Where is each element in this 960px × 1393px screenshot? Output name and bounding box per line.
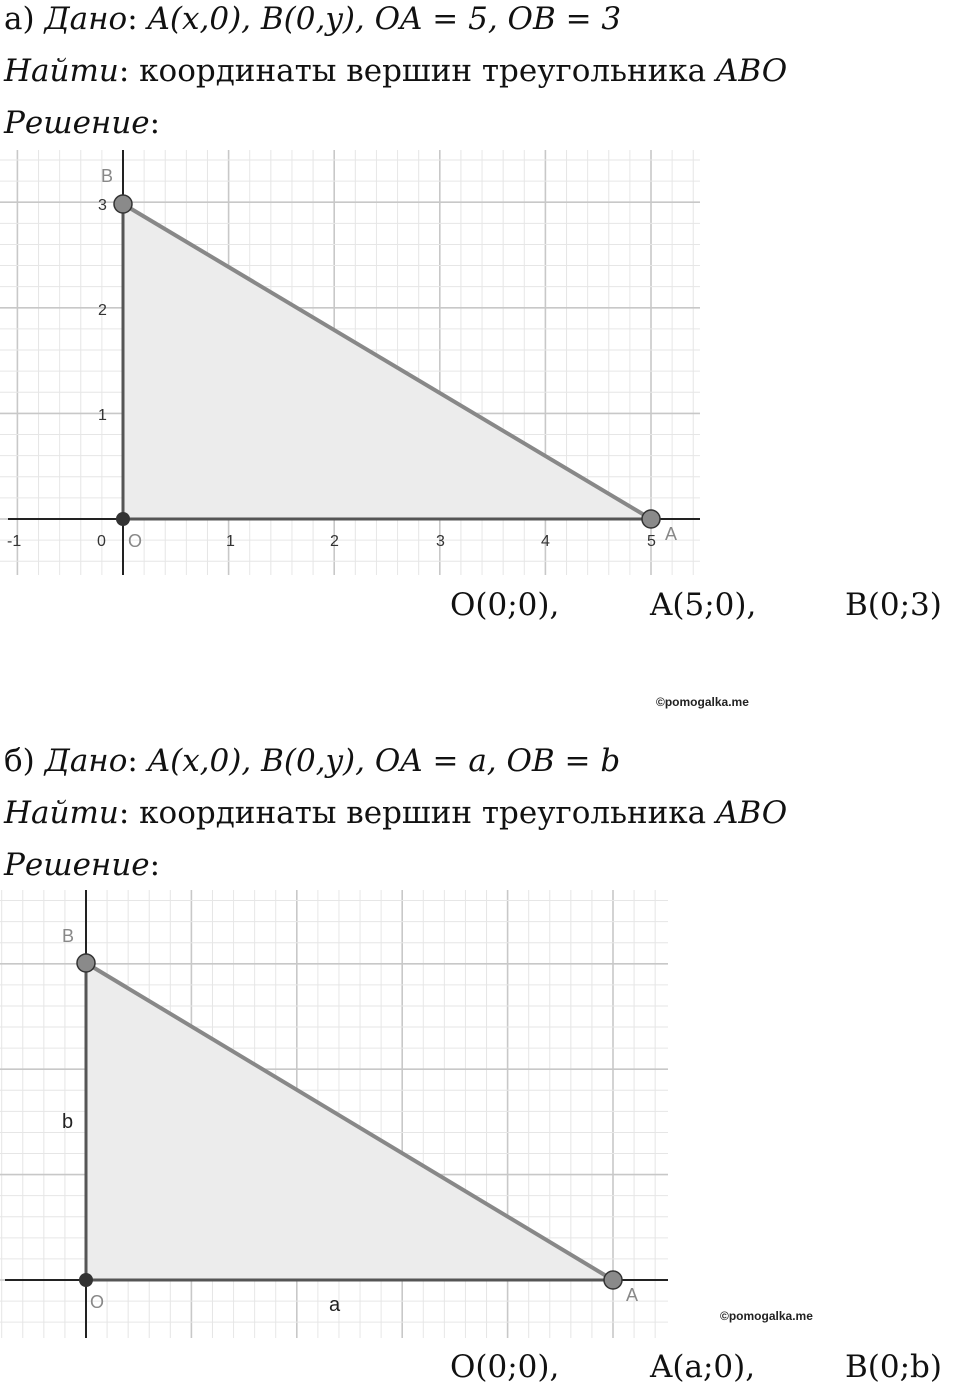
- solution-word-b: Решение: [4, 847, 150, 883]
- colon: :: [149, 847, 161, 883]
- x-tick-labels: [7, 533, 656, 550]
- find-word-a: Найти: [4, 53, 119, 89]
- answer-b-a: B(0;3): [845, 587, 942, 623]
- find-text-b: координаты вершин треугольника: [139, 795, 707, 831]
- point-o[interactable]: [116, 512, 130, 526]
- graph-part-a: [0, 150, 710, 580]
- label-b: B: [62, 926, 75, 946]
- given-math-a: A(x,0), B(0,y), OA = 5, OB = 3: [147, 1, 622, 37]
- given-line-b: [4, 743, 621, 779]
- y-tick-label: 3: [98, 197, 107, 214]
- side-label-a: a: [329, 1294, 341, 1316]
- given-math-b: A(x,0), B(0,y), OA = a, OB = b: [147, 743, 621, 779]
- y-tick-labels: [98, 197, 107, 424]
- x-tick-label: 0: [97, 533, 106, 550]
- find-math-a: ABO: [716, 53, 788, 89]
- label-a: A: [665, 524, 678, 544]
- x-tick-label: 5: [647, 533, 656, 550]
- given-line-a: [4, 1, 622, 37]
- colon: :: [127, 743, 138, 779]
- graph-part-b: [0, 890, 680, 1340]
- answer-b-b: B(0;b): [845, 1349, 942, 1385]
- x-tick-label: 1: [226, 533, 235, 550]
- x-tick-label: 3: [436, 533, 445, 550]
- x-tick-label: 4: [541, 533, 550, 550]
- label-b: B: [101, 166, 114, 186]
- x-tick-label: 2: [330, 533, 339, 550]
- colon: :: [118, 53, 130, 89]
- y-tick-label: 2: [98, 302, 107, 319]
- answer-o-a: O(0;0),: [450, 587, 560, 623]
- find-line-a: [4, 53, 788, 89]
- answer-o-b: O(0;0),: [450, 1349, 560, 1385]
- answer-a-a: A(5;0),: [650, 587, 757, 623]
- y-tick-label: 1: [98, 407, 107, 424]
- x-tick-label: -1: [7, 533, 22, 550]
- colon: :: [127, 1, 138, 37]
- find-line-b: [4, 795, 788, 831]
- label-o: O: [128, 531, 143, 551]
- label-o: O: [90, 1292, 105, 1312]
- colon: :: [149, 105, 161, 141]
- find-math-b: ABO: [716, 795, 788, 831]
- colon: :: [118, 795, 130, 831]
- side-label-b: b: [62, 1111, 74, 1133]
- part-a-prefix: а): [4, 1, 35, 37]
- given-word-a: Дано: [44, 1, 128, 37]
- find-text-a: координаты вершин треугольника: [139, 53, 707, 89]
- solution-line-b: [4, 847, 161, 883]
- point-o[interactable]: [79, 1273, 93, 1287]
- point-b[interactable]: [114, 195, 132, 213]
- point-a[interactable]: [604, 1271, 622, 1289]
- part-b-prefix: б): [4, 743, 35, 779]
- find-word-b: Найти: [4, 795, 119, 831]
- point-a[interactable]: [642, 510, 660, 528]
- watermark-a: ©pomogalka.me: [656, 695, 749, 709]
- point-b[interactable]: [77, 954, 95, 972]
- answer-a-b: A(a;0),: [650, 1349, 756, 1385]
- watermark-b: ©pomogalka.me: [720, 1309, 813, 1323]
- label-a: A: [626, 1285, 639, 1305]
- solution-line-a: [4, 105, 161, 141]
- solution-word-a: Решение: [4, 105, 150, 141]
- given-word-b: Дано: [44, 743, 128, 779]
